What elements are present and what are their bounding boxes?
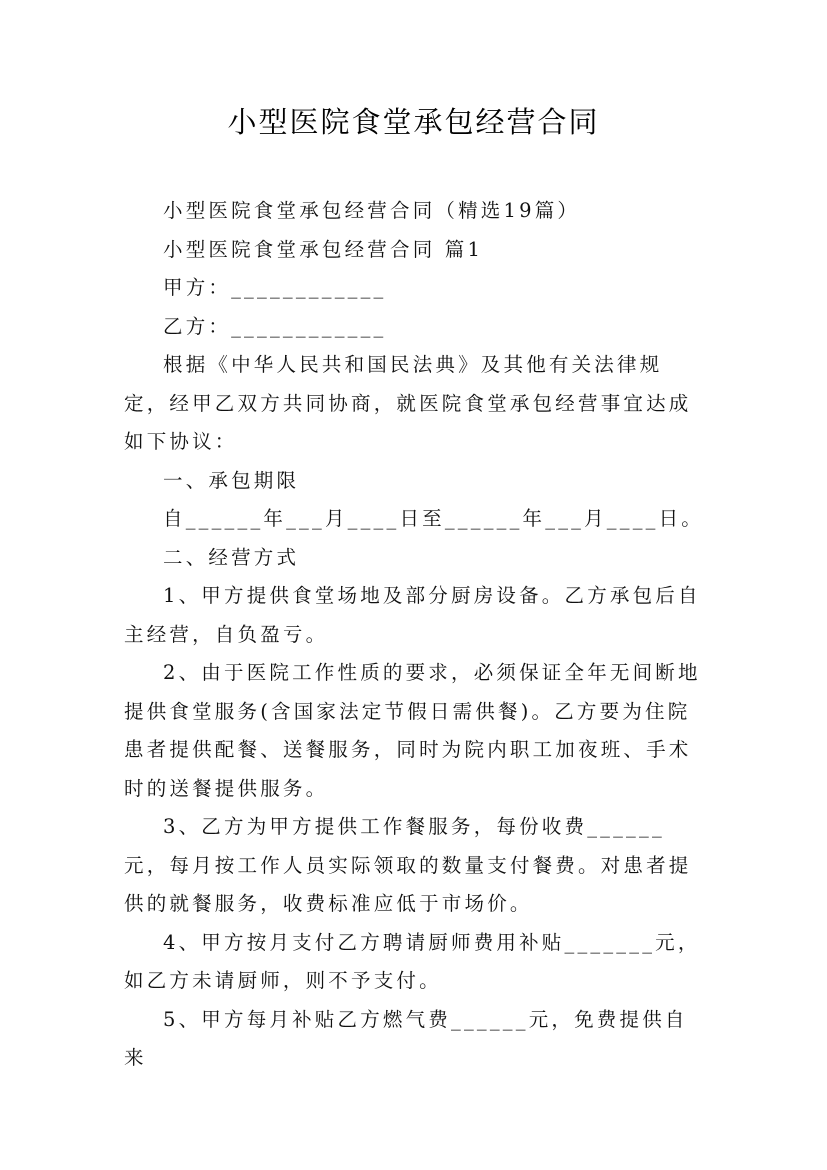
- document-title: 小型医院食堂承包经营合同: [227, 105, 600, 139]
- paragraph-clause-4: 4、甲方按月支付乙方聘请厨师费用补贴_______元，如乙方未请厨师，则不予支付。: [124, 930, 701, 992]
- document-body: [124, 192, 704, 1078]
- paragraph-subtitle: 小型医院食堂承包经营合同（精选19篇）: [163, 199, 581, 222]
- paragraph-party-a: 甲方：____________: [163, 276, 387, 299]
- paragraph-clause-1: 1、甲方提供食堂场地及部分厨房设备。乙方承包后自主经营，自负盈亏。: [124, 584, 701, 646]
- paragraph-preamble: 根据《中华人民共和国民法典》及其他有关法律规定，经甲乙双方共同协商，就医院食堂承包经营事宜达成如下协议：: [124, 353, 692, 453]
- paragraph-clause-2: 2、由于医院工作性质的要求，必须保证全年无间断地提供食堂服务(含国家法定节假日需供餐)。乙方要为住院患者提供配餐、送餐服务，同时为院内职工加夜班、手术时的送餐提供服务。: [124, 661, 701, 800]
- paragraph-clause-3: 3、乙方为甲方提供工作餐服务，每份收费______元，每月按工作人员实际领取的数量支付餐费。对患者提供的就餐服务，收费标准应低于市场价。: [124, 815, 692, 915]
- paragraph-clause-5: 5、甲方每月补贴乙方燃气费______元，免费提供自来: [124, 1007, 688, 1069]
- paragraph-term-dates: 自______年___月____日至______年___月____日。: [163, 507, 705, 530]
- paragraph-party-b: 乙方：____________: [163, 314, 387, 338]
- paragraph-heading-operation: 二、经营方式: [163, 545, 300, 569]
- paragraph-heading-term: 一、承包期限: [163, 468, 300, 492]
- paragraph-section-heading: 小型医院食堂承包经营合同 篇1: [163, 237, 484, 261]
